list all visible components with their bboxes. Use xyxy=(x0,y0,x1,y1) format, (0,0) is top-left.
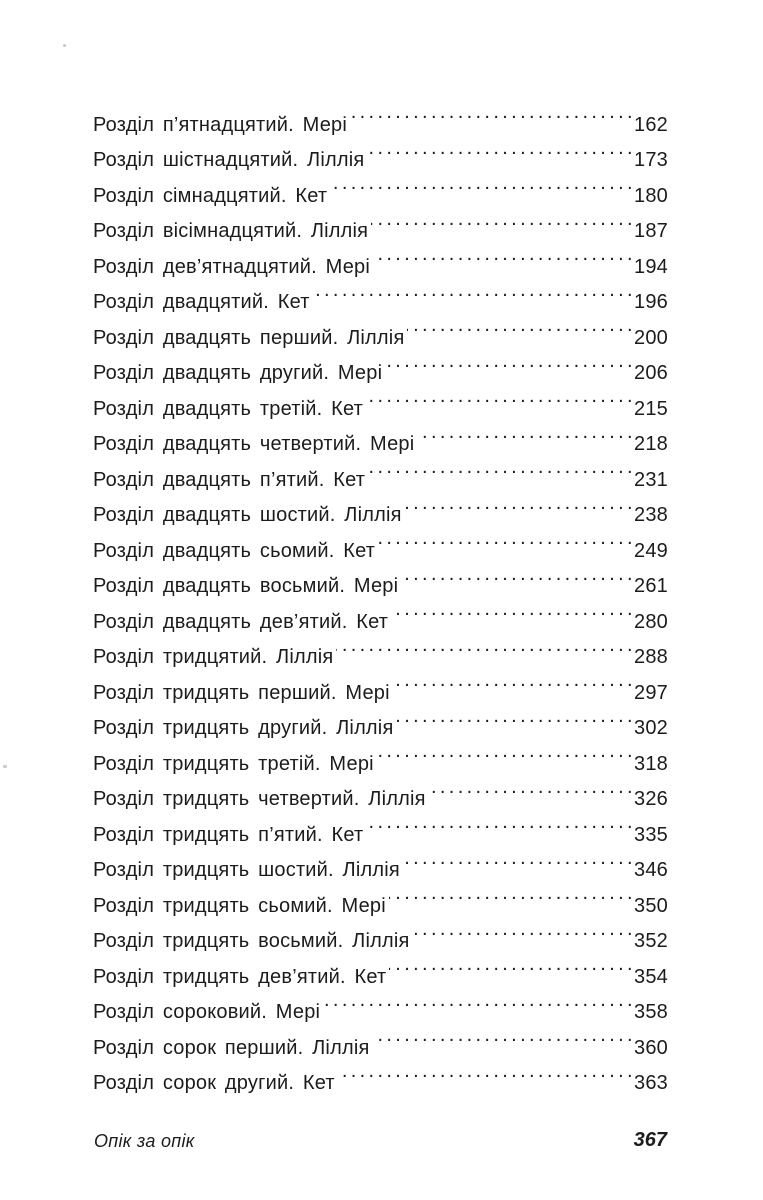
toc-entry-title: Розділ шістнадцятий. Ліллія xyxy=(93,149,365,171)
toc-entry xyxy=(93,95,668,136)
toc-dot-leader xyxy=(368,450,632,486)
toc-entry-title: Розділ двадцять дев’ятий. Кет xyxy=(93,610,389,633)
toc-entry-title: Розділ сорок перший. Ліллія xyxy=(93,1036,370,1059)
toc-entry-page-number: 238 xyxy=(634,504,668,526)
toc-dot-leader xyxy=(407,308,632,344)
toc-dot-leader xyxy=(371,202,632,238)
toc-entry-page-number: 206 xyxy=(634,362,668,384)
toc-dot-leader xyxy=(373,237,632,273)
toc-entry-page-number: 162 xyxy=(634,113,668,136)
toc-entry-title: Розділ тридцятий. Ліллія xyxy=(93,646,334,668)
toc-dot-leader xyxy=(417,415,632,451)
toc-dot-leader xyxy=(393,663,632,699)
toc-dot-leader xyxy=(389,876,632,912)
toc-dot-leader xyxy=(330,166,632,202)
toc-entry-title: Розділ двадцять третій. Кет xyxy=(93,397,364,420)
toc-entry-title: Розділ двадцять четвертий. Мері xyxy=(93,433,415,455)
toc-entry-page-number: 363 xyxy=(634,1072,668,1094)
toc-entry-page-number: 196 xyxy=(634,291,668,313)
toc-dot-leader xyxy=(378,521,632,557)
toc-entry-page-number: 360 xyxy=(634,1036,668,1059)
toc-entry-page-number: 335 xyxy=(634,823,668,846)
toc-entry-page-number: 218 xyxy=(634,433,668,455)
toc-entry-title: Розділ тридцять сьомий. Мері xyxy=(93,894,386,917)
toc-dot-leader xyxy=(377,734,632,770)
toc-dot-leader xyxy=(373,1018,633,1054)
toc-entry-title: Розділ тридцять шостий. Ліллія xyxy=(93,859,400,881)
print-speck xyxy=(3,765,7,768)
toc-entry-page-number: 354 xyxy=(634,965,668,988)
toc-entry-title: Розділ двадцять другий. Мері xyxy=(93,362,383,384)
toc-entry-page-number: 200 xyxy=(634,326,668,349)
toc-entry-page-number: 280 xyxy=(634,610,668,633)
toc-dot-leader xyxy=(313,273,632,309)
toc-entry-title: Розділ вісімнадцятий. Ліллія xyxy=(93,220,369,242)
running-footer-book-title: Опік за опік xyxy=(94,1131,195,1151)
page-number: 367 xyxy=(633,1129,667,1151)
toc-entry-title: Розділ тридцять четвертий. Ліллія xyxy=(93,788,426,810)
toc-entry-page-number: 326 xyxy=(634,788,668,810)
toc-dot-leader xyxy=(323,983,632,1019)
toc-entry-title: Розділ двадцять перший. Ліллія xyxy=(93,326,405,349)
toc-entry-page-number: 288 xyxy=(634,646,668,668)
toc-entry-page-number: 352 xyxy=(634,930,668,952)
toc-entry-page-number: 346 xyxy=(634,859,668,881)
toc-dot-leader xyxy=(389,947,632,983)
toc-dot-leader xyxy=(366,379,632,415)
toc-dot-leader xyxy=(429,770,632,806)
toc-dot-leader xyxy=(403,841,632,877)
toc-entry-title: Розділ двадцять шостий. Ліллія xyxy=(93,504,402,526)
toc-entry-title: Розділ сімнадцятий. Кет xyxy=(93,184,328,207)
toc-entry-page-number: 358 xyxy=(634,1001,668,1023)
toc-entry-title: Розділ тридцять другий. Ліллія xyxy=(93,717,394,739)
toc-dot-leader xyxy=(401,557,632,593)
print-speck xyxy=(63,44,66,47)
toc-dot-leader xyxy=(385,344,632,380)
toc-dot-leader xyxy=(405,486,632,522)
toc-entry-page-number: 180 xyxy=(634,184,668,207)
toc-entry-title: Розділ сороковий. Мері xyxy=(93,1001,321,1023)
toc-entry-page-number: 318 xyxy=(634,752,668,775)
toc-entry-title: Розділ дев’ятнадцятий. Мері xyxy=(93,255,370,278)
toc-entry-title: Розділ двадцять сьомий. Кет xyxy=(93,539,376,562)
toc-dot-leader xyxy=(367,131,632,167)
toc-entry-title: Розділ тридцять п’ятий. Кет xyxy=(93,823,364,846)
toc-entry-title: Розділ двадцятий. Кет xyxy=(93,291,310,313)
toc-entry-title: Розділ тридцять восьмий. Ліллія xyxy=(93,930,410,952)
toc-entry-page-number: 297 xyxy=(634,681,668,704)
toc-entry-page-number: 261 xyxy=(634,575,668,597)
toc-entry-title: Розділ сорок другий. Кет xyxy=(93,1072,335,1094)
toc-dot-leader xyxy=(413,912,633,948)
toc-dot-leader xyxy=(396,699,632,735)
toc-entry-page-number: 173 xyxy=(634,149,668,171)
toc-entry-title: Розділ тридцять дев’ятий. Кет xyxy=(93,965,387,988)
toc-dot-leader xyxy=(336,628,632,664)
toc-entry-title: Розділ тридцять перший. Мері xyxy=(93,681,390,704)
toc-entry-page-number: 302 xyxy=(634,717,668,739)
toc-entry-title: Розділ двадцять п’ятий. Кет xyxy=(93,468,366,491)
toc-entry-page-number: 350 xyxy=(634,894,668,917)
toc-entry-title: Розділ п’ятнадцятий. Мері xyxy=(93,113,348,136)
toc-entry-page-number: 249 xyxy=(634,539,668,562)
toc-entry-page-number: 215 xyxy=(634,397,668,420)
table-of-contents xyxy=(93,95,668,1094)
toc-dot-leader xyxy=(391,592,632,628)
toc-entry-page-number: 194 xyxy=(634,255,668,278)
toc-dot-leader xyxy=(366,805,632,841)
toc-entry-page-number: 187 xyxy=(634,220,668,242)
toc-entry-title: Розділ тридцять третій. Мері xyxy=(93,752,374,775)
toc-dot-leader xyxy=(338,1054,632,1090)
toc-dot-leader xyxy=(350,95,632,131)
toc-entry-title: Розділ двадцять восьмий. Мері xyxy=(93,575,399,597)
toc-entry-page-number: 231 xyxy=(634,468,668,491)
